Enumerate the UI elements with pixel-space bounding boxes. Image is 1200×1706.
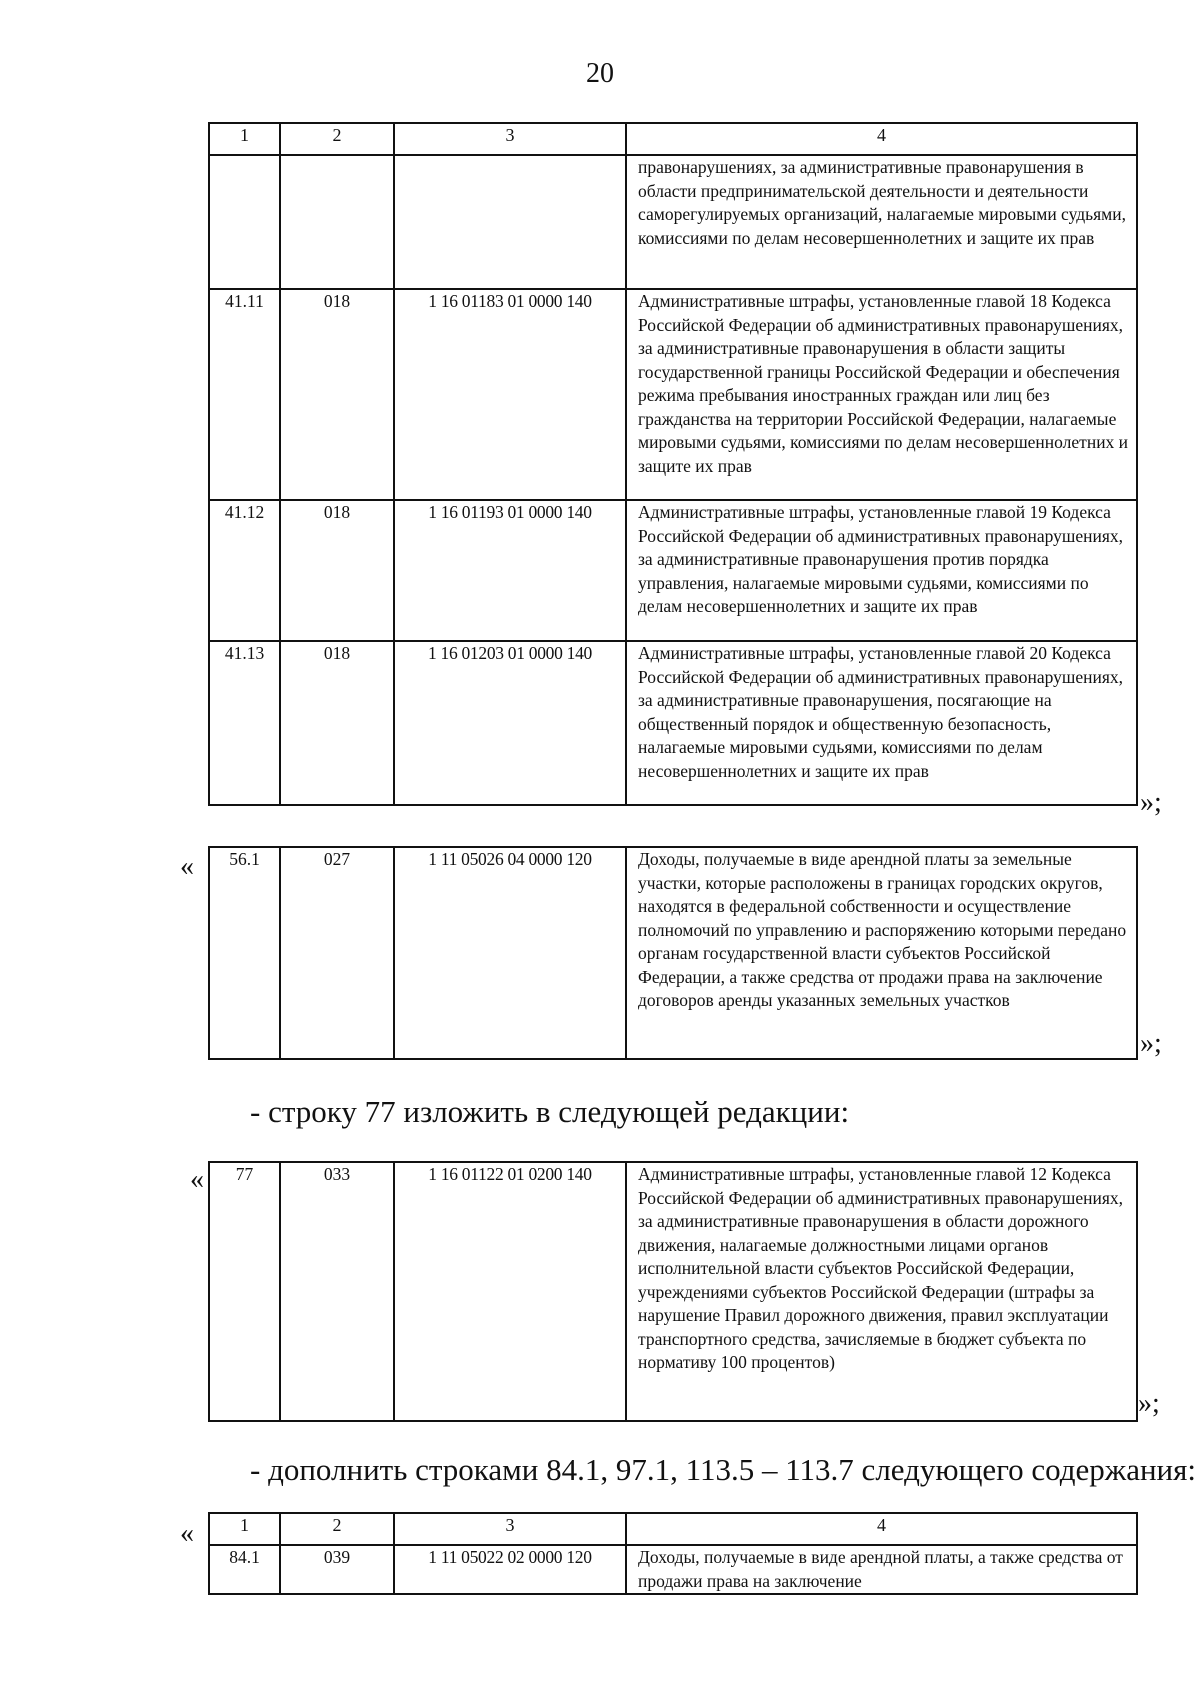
opening-quote: « bbox=[190, 1164, 204, 1195]
header-cell: 4 bbox=[626, 123, 1137, 155]
budget-code-cell bbox=[394, 155, 626, 289]
table-row bbox=[209, 847, 1137, 1059]
closing-quote: »; bbox=[1138, 1388, 1160, 1419]
description-cell: правонарушениях, за административные правонарушения в области предпринимательской деятельности и деятельности саморегулируемых организаций, налагаемые мировыми судьями, комиссиями по делам несовершеннолетних и защите их прав bbox=[626, 155, 1137, 289]
page-number: 20 bbox=[586, 58, 614, 89]
description-cell: Доходы, получаемые в виде арендной платы за земельные участки, которые расположены в границах городских округов, находятся в федеральной собственности и осуществление полномочий по управлению и распоряжению которыми передано органам государственной власти субъектов Российской Федерации, а также средства от продажи права на заключение договоров аренды указанных земельных участков bbox=[626, 847, 1137, 1059]
budget-code-cell: 1 11 05022 02 0000 120 bbox=[394, 1545, 626, 1594]
closing-quote: »; bbox=[1140, 1028, 1162, 1059]
table-row bbox=[209, 155, 1137, 289]
instruction-replace-row-77: - строку 77 изложить в следующей редакции: bbox=[250, 1094, 850, 1129]
table-row bbox=[209, 1162, 1137, 1421]
budget-code-cell: 1 16 01203 01 0000 140 bbox=[394, 641, 626, 805]
table-row bbox=[209, 289, 1137, 500]
table-row bbox=[209, 500, 1137, 641]
table-continuation bbox=[208, 122, 1138, 806]
admin-code-cell: 018 bbox=[280, 289, 394, 500]
description-cell: Доходы, получаемые в виде арендной платы, а также средства от продажи права на заключение bbox=[626, 1545, 1137, 1594]
instruction-add-rows: - дополнить строками 84.1, 97.1, 113.5 – 113.7 следующего содержания: bbox=[250, 1452, 1197, 1487]
table-row bbox=[209, 641, 1137, 805]
budget-code-cell: 1 16 01183 01 0000 140 bbox=[394, 289, 626, 500]
header-cell: 1 bbox=[209, 1513, 280, 1545]
description-cell: Административные штрафы, установленные главой 19 Кодекса Российской Федерации об административных правонарушениях, за административные правонарушения против порядка управления, налагаемые мировыми судьями, комиссиями по делам несовершеннолетних и защите их прав bbox=[626, 500, 1137, 641]
closing-quote: »; bbox=[1140, 787, 1162, 818]
table-row bbox=[209, 1545, 1137, 1594]
budget-code-cell: 1 16 01122 01 0200 140 bbox=[394, 1162, 626, 1421]
table-row-56-1 bbox=[208, 846, 1138, 1060]
admin-code-cell: 039 bbox=[280, 1545, 394, 1594]
table-row-77 bbox=[208, 1161, 1138, 1422]
table-new-rows bbox=[208, 1512, 1138, 1595]
table-header-row bbox=[209, 123, 1137, 155]
table-header-row bbox=[209, 1513, 1137, 1545]
description-cell: Административные штрафы, установленные главой 20 Кодекса Российской Федерации об административных правонарушениях, за административные правонарушения, посягающие на общественный порядок и общественную безопасность, налагаемые мировыми судьями, комиссиями по делам несовершеннолетних и защите их прав bbox=[626, 641, 1137, 805]
row-number-cell: 56.1 bbox=[209, 847, 280, 1059]
admin-code-cell: 018 bbox=[280, 500, 394, 641]
row-number-cell: 41.12 bbox=[209, 500, 280, 641]
row-number-cell: 41.11 bbox=[209, 289, 280, 500]
header-cell: 3 bbox=[394, 1513, 626, 1545]
header-cell: 1 bbox=[209, 123, 280, 155]
header-cell: 2 bbox=[280, 123, 394, 155]
admin-code-cell: 027 bbox=[280, 847, 394, 1059]
row-number-cell: 41.13 bbox=[209, 641, 280, 805]
admin-code-cell: 018 bbox=[280, 641, 394, 805]
opening-quote: « bbox=[180, 1518, 194, 1549]
admin-code-cell bbox=[280, 155, 394, 289]
opening-quote: « bbox=[180, 851, 194, 882]
admin-code-cell: 033 bbox=[280, 1162, 394, 1421]
description-cell: Административные штрафы, установленные главой 18 Кодекса Российской Федерации об административных правонарушениях, за административные правонарушения в области защиты государственной границы Российской Федерации и обеспечения режима пребывания иностранных граждан или лиц без гражданства на территории Российской Федерации, налагаемые мировыми судьями, комиссиями по делам несовершеннолетних и защите их прав bbox=[626, 289, 1137, 500]
row-number-cell bbox=[209, 155, 280, 289]
row-number-cell: 84.1 bbox=[209, 1545, 280, 1594]
row-number-cell: 77 bbox=[209, 1162, 280, 1421]
header-cell: 3 bbox=[394, 123, 626, 155]
budget-code-cell: 1 16 01193 01 0000 140 bbox=[394, 500, 626, 641]
budget-code-cell: 1 11 05026 04 0000 120 bbox=[394, 847, 626, 1059]
header-cell: 2 bbox=[280, 1513, 394, 1545]
description-cell: Административные штрафы, установленные главой 12 Кодекса Российской Федерации об административных правонарушениях, за административные правонарушения в области дорожного движения, налагаемые должностными лицами органов исполнительной власти субъектов Российской Федерации, учреждениями субъектов Российской Федерации (штрафы за нарушение Правил дорожного движения, правил эксплуатации транспортного средства, зачисляемые в бюджет субъекта по нормативу 100 процентов) bbox=[626, 1162, 1137, 1421]
header-cell: 4 bbox=[626, 1513, 1137, 1545]
